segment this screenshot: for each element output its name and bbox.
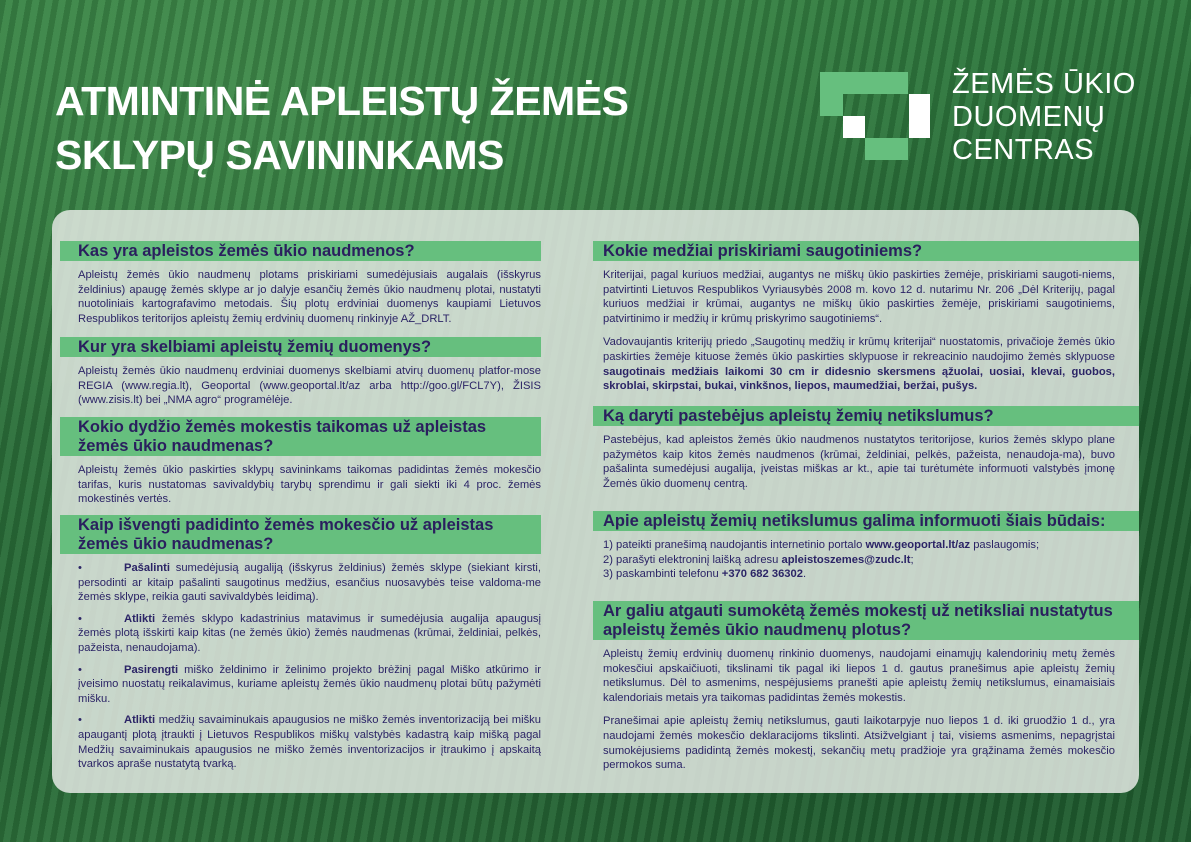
item-text: medžių savaiminukais apaugusios ne miško žemės inventorizaciją bei mišku apaugantį plotą įtraukti į Lietuvos Respublikos miškų valstybės kadastrą kaip mišką pagal Medžių savaiminukais apaugusios ne miško žemės inventorizacijos ir įtraukimo į apskaitą tvarkos apraše nustatytą tvarką.	[78, 714, 541, 771]
logo-text	[952, 68, 1136, 167]
section-text: Apleistų žemių erdvinių duomenų rinkinio duomenys, naudojami einamųjų kalendorinių metų žemės mokesčiui apskaičiuoti, tikslinami tik pagal iki liepos 1 d. gautus pranešimus apie apleistų žemių netikslumus. Dėl to asmenims, nespėjusiems pranešti apie apleistų žemių netikslumus, einamaisiais kalendoriais metais yra taikomas padidintas žemės mokestis.	[603, 648, 1115, 704]
item-keyword: Pasirengti	[124, 663, 179, 676]
section-where-published	[60, 337, 541, 408]
section-heading: Kaip išvengti padidinto žemės mokesčio už apleistas žemės ūkio naudmenas?	[60, 515, 541, 554]
text-part: Vadovaujantis kriterijų priedo „Saugotinų medžių ir krūmų kriterijai“ nuostatomis, privačioje žemės ūkio paskirties žemėje kituose žemės ūkio paskirties sklypuose ir rekreacinio naudojimo žemės sklypuose	[603, 336, 1115, 363]
item-text: žemės sklypo kadastrinius matavimus ir sumedėjusia augalija apaugusį žemės plotą išskirti kaip kitas (ne žemės ūkio) žemės naudmenas (krūmai, želdiniai, pelkės, pažeista, nenaudojama).	[78, 612, 541, 654]
section-text: Apleistų žemės ūkio paskirties sklypų savininkams taikomas padidintas žemės mokesčio tarifas, kuris nustatomas savivaldybių tarybų sprendimu ir gali siekti iki 4 proc. žemės mokestinės vertės.	[78, 464, 541, 506]
section-heading: Apie apleistų žemių netikslumus galima informuoti šiais būdais:	[593, 511, 1139, 531]
title-line-1: ATMINTINĖ APLEISTŲ ŽEMĖS	[55, 78, 629, 124]
section-avoid-tax	[60, 515, 541, 772]
page-title	[55, 74, 628, 182]
bullet: •	[78, 714, 82, 727]
item-text: miško želdinimo ir želinimo projekto brėžinį pagal Miško atkūrimo ir įveisimo nuostatų reikalavimus, kuriame apleistų žemės ūkio naudmenų plotai būtų pažymėti mišku.	[78, 663, 541, 705]
section-inaccuracies	[593, 406, 1139, 491]
section-heading: Kokio dydžio žemės mokestis taikomas už apleistas žemės ūkio naudmenas?	[60, 417, 541, 456]
portal-link[interactable]: www.geoportal.lt/az	[865, 539, 971, 551]
section-text: Pranešimai apie apleistų žemių netikslumus, gauti laikotarpyje nuo liepos 1 d. iki gruodžio 1 d., yra naudojami žemės mokesčio deklaracijoms tikslinti. Atsižvelgiant į tai, visiems asmenims, nepagrįstai sumokėjusiems padidintą žemės mokestį, sekančių metų pradžioje yra grąžinama žemės mokesčio permokos suma.	[603, 715, 1115, 772]
item-keyword: Atlikti	[124, 714, 156, 727]
section-heading: Ką daryti pastebėjus apleistų žemių netikslumus?	[593, 406, 1139, 426]
logo-line-2: DUOMENŲ	[952, 101, 1106, 133]
section-text: Apleistų žemės ūkio naudmenų plotams priskiriami sumedėjusiais augalais (išskyrus želdinius) apaugę žemės sklype ar jo dalyje esančių žemės ūkio naudmenų plotai, nustatyti nuotoliniais kartografavimo metodais. Šių plotų erdviniai duomenys kaupiami Lietuvos Respublikos teritorijos apleistų žemių erdvinių duomenų rinkinyje AŽ_DRLT.	[78, 269, 541, 325]
section-protected-trees	[593, 241, 1139, 394]
section-text: Kriterijai, pagal kuriuos medžiai, augantys ne miškų ūkio paskirties žemėje, priskiriami saugoti-niems, patvirtinti Lietuvos Respublikos Vyriausybės 2008 m. kovo 12 d. nutarimu Nr. 206 „Dėl Kriterijų, pagal kuriuos medžiai ir krūmai, augantys ne miškų ūkio paskirties žemėje, priskiriami saugotiniems, patvirtinimo ir medžių ir krūmų priskyrimo saugotiniems“.	[603, 269, 1115, 325]
item-keyword: Pašalinti	[124, 562, 171, 574]
section-text: Pastebėjus, kad apleistos žemės ūkio naudmenos nustatytos teritorijose, kurios žemės sklypo plane pažymėtos kaip kitos žemės naudmenos (krūmai, želdiniai, pelkės, pažeista, nenaudoja-ma), buvo pašalinta sumedėjusi augalija, įveistas miškas ar kt., apie tai turėtumėte informuoti valstybės įmonę Žemės ūkio duomenų centrą.	[603, 434, 1115, 490]
text-part: .	[802, 568, 807, 581]
phone-link[interactable]: +370 682 36302	[721, 568, 803, 581]
zudc-logo-icon	[820, 72, 930, 162]
list-item	[60, 663, 541, 707]
list-item	[60, 612, 541, 656]
title-line-2: SKLYPŲ SAVININKAMS	[55, 132, 504, 178]
section-contact-ways	[593, 511, 1139, 582]
bullet: •	[78, 612, 82, 625]
bullet: •	[78, 663, 82, 676]
section-what-is-abandoned	[60, 241, 541, 326]
section-heading: Kas yra apleistos žemės ūkio naudmenos?	[60, 241, 541, 261]
bullet: •	[78, 562, 82, 574]
text-part: 1) pateikti pranešimą naudojantis internetinio portalo	[603, 539, 866, 551]
contact-list	[593, 538, 1115, 582]
text-part: 2) parašyti elektroninį laišką adresu	[603, 553, 782, 566]
section-heading: Ar galiu atgauti sumokėtą žemės mokestį už netiksliai nustatytus apleistų žemės ūkio naudmenų plotus?	[593, 601, 1139, 640]
email-link[interactable]: apleistoszemes@zudc.lt	[781, 553, 911, 566]
section-heading: Kur yra skelbiami apleistų žemių duomenys?	[60, 337, 541, 357]
text-part: ;	[910, 553, 914, 566]
section-heading: Kokie medžiai priskiriami saugotiniems?	[593, 241, 1139, 261]
section-text: Apleistų žemės ūkio naudmenų erdviniai duomenys skelbiami atvirų duomenų platfor-mose REGIA (www.regia.lt), Geoportal (www.geoportal.lt/az arba http://goo.gl/FCL7Y), ŽISIS (www.zisis.lt) bei „NMA agro“ programėlėje.	[78, 365, 541, 407]
logo-line-1: ŽEMĖS ŪKIO	[952, 68, 1136, 100]
section-tax-refund	[593, 601, 1139, 773]
list-item	[60, 713, 541, 771]
section-tax-size	[60, 417, 541, 507]
item-text: sumedėjusią augaliją (išskyrus želdinius) žemės sklype (siekiant kirsti, persodinti ar kitaip pašalinti saugotinus medžius, esančius nuosavybės teise valdoma-me žemės sklype, reikia gauti savivaldybės leidimą).	[78, 562, 541, 604]
list-item	[60, 561, 541, 605]
text-part: 3) paskambinti telefonu	[603, 568, 722, 581]
text-bold: saugotinais medžiais laikomi 30 cm ir didesnio skersmens ąžuolai, uosiai, klevai, guobos, skroblai, skirpstai, bukai, vinkšnos, liepos, maumedžiai, beržai, pušys.	[603, 365, 1115, 393]
item-keyword: Atlikti	[124, 612, 156, 625]
text-part: paslaugomis;	[970, 539, 1040, 551]
section-text	[593, 335, 1115, 393]
logo-line-3: CENTRAS	[952, 134, 1095, 166]
